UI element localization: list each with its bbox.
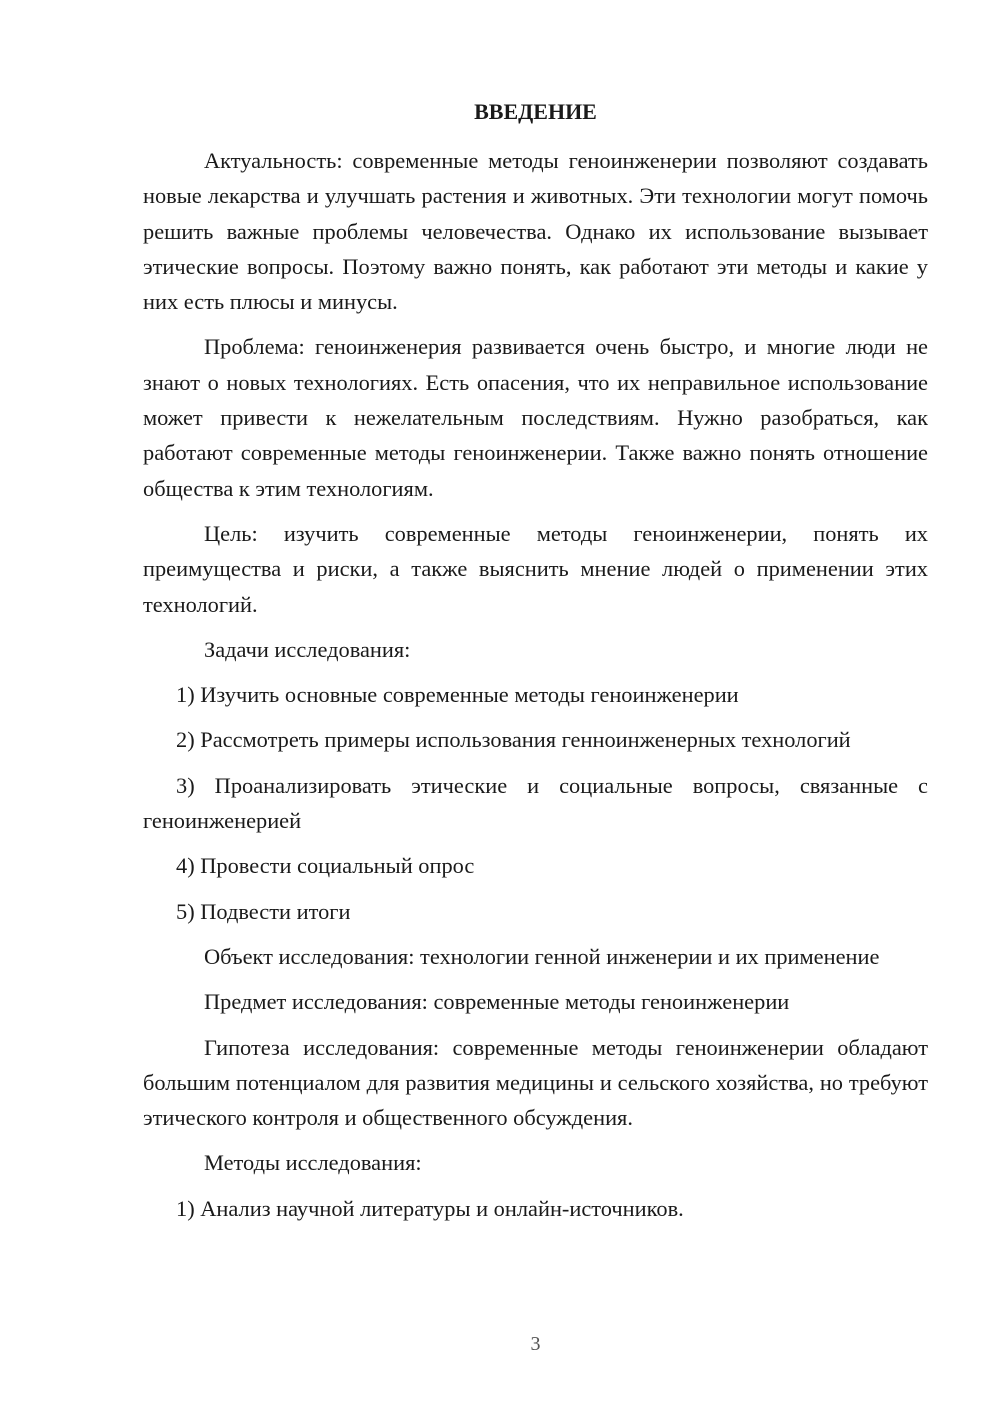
list-item-task-2: 2) Рассмотреть примеры использования генноинженерных технологий (176, 727, 851, 753)
list-item-task-1: 1) Изучить основные современные методы геноинженерии (176, 682, 739, 708)
paragraph-subject: Предмет исследования: современные методы геноинженерии (204, 989, 790, 1015)
page-title: ВВЕДЕНИЕ (474, 99, 597, 124)
paragraph-object: Объект исследования: технологии генной инженерии и их применение (204, 943, 880, 969)
paragraph-methods-heading: Методы исследования: (204, 1150, 422, 1176)
document-page (143, 0, 928, 1414)
paragraph-hypothesis: Гипотеза исследования: современные методы геноинженерии обладают большим потенциалом для развития медицины и сельского хозяйства, но требуют этического контроля и общественного обсуждения. (143, 1034, 928, 1131)
list-item-task-3: 3) Проанализировать этические и социальные вопросы, связанные с геноинженерией (143, 772, 928, 834)
list-item-method-1: 1) Анализ научной литературы и онлайн-источников. (176, 1195, 684, 1221)
paragraph-tasks-heading: Задачи исследования: (204, 636, 411, 662)
paragraph-problem: Проблема: геноинженерия развивается очень быстро, и многие люди не знают о новых технологиях. Есть опасения, что их неправильное использование может привести к нежелательным последствиям. Нужно разобраться, как работают современные методы геноинженерии. Также важно понять отношение общества к этим технологиям. (143, 334, 928, 501)
list-item-task-4: 4) Провести социальный опрос (176, 853, 475, 879)
paragraph-goal: Цель: изучить современные методы геноинженерии, понять их преимущества и риски, а также выяснить мнение людей о применении этих технологий. (143, 520, 928, 617)
paragraph-relevance: Актуальность: современные методы геноинженерии позволяют создавать новые лекарства и улучшать растения и животных. Эти технологии могут помочь решить важные проблемы человечества. Однако их использование вызывает этические вопросы. Поэтому важно понять, как работают эти методы и какие у них есть плюсы и минусы. (143, 148, 928, 315)
page-number: 3 (530, 1333, 541, 1355)
list-item-task-5: 5) Подвести итоги (176, 898, 351, 924)
document-body (143, 143, 928, 1226)
